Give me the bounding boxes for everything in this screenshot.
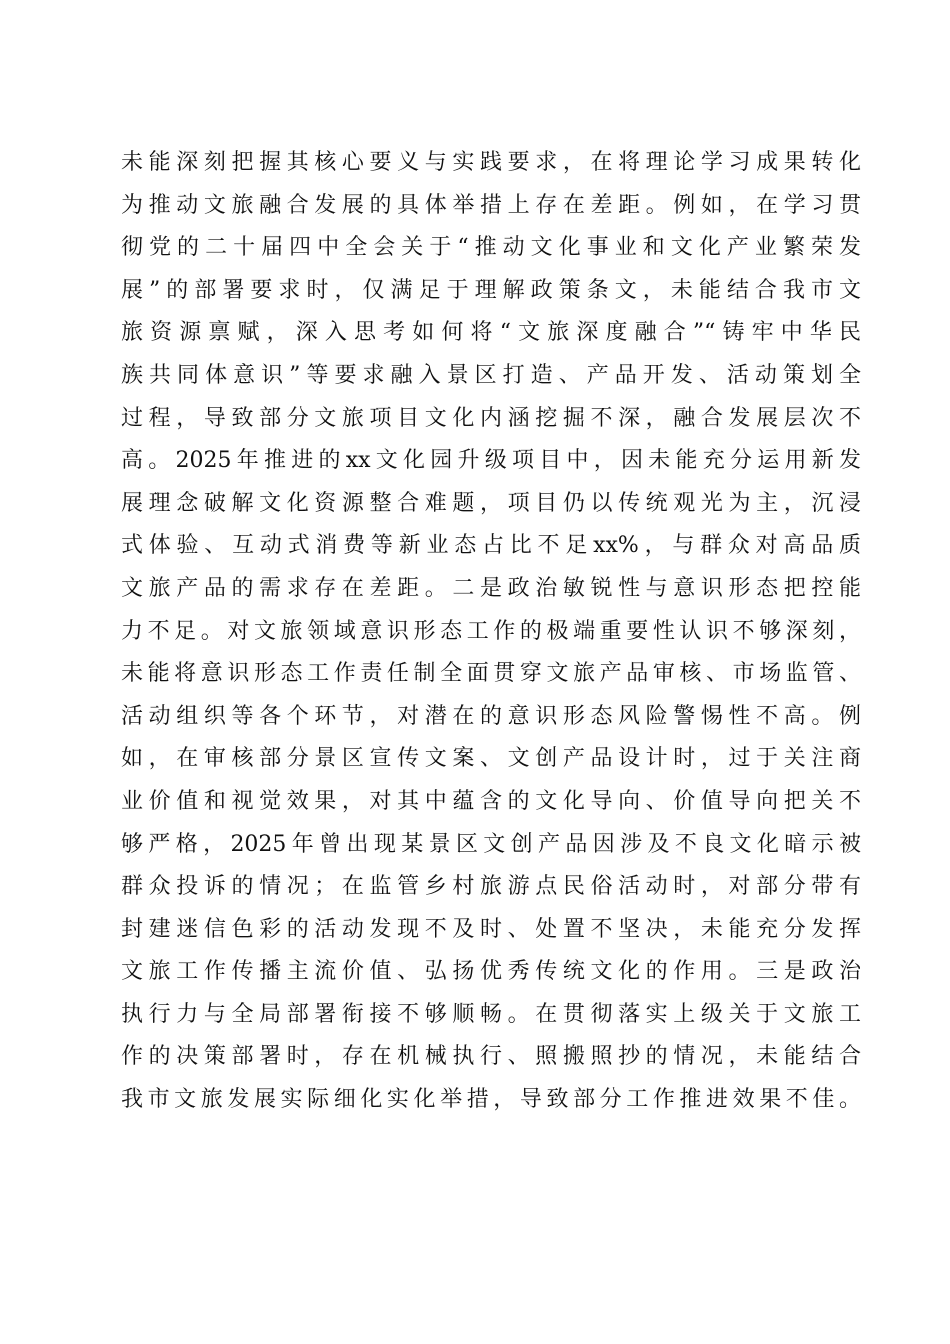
text-line: 活动组织等各个环节，对潜在的意识形态风险警惕性不高。例 — [121, 703, 861, 729]
text-line: 为推动文旅融合发展的具体举措上存在差距。例如，在学习贯 — [121, 192, 861, 218]
text-line: 执行力与全局部署衔接不够顺畅。在贯彻落实上级关于文旅工 — [121, 1001, 861, 1027]
text-line: 封建迷信色彩的活动发现不及时、处置不坚决，未能充分发挥 — [121, 916, 861, 942]
text-line: 展”的部署要求时，仅满足于理解政策条文，未能结合我市文 — [121, 277, 861, 303]
text-line: 展理念破解文化资源整合难题，项目仍以传统观光为主，沉浸 — [121, 490, 861, 516]
text-line: 未能深刻把握其核心要义与实践要求，在将理论学习成果转化 — [121, 150, 861, 175]
text-line: 过程，导致部分文旅项目文化内涵挖掘不深，融合发展层次不 — [121, 405, 861, 431]
text-line: 如，在审核部分景区宣传文案、文创产品设计时，过于关注商 — [121, 746, 861, 772]
text-line: 族共同体意识”等要求融入景区打造、产品开发、活动策划全 — [121, 362, 861, 388]
text-line: 够严格，2025年曾出现某景区文创产品因涉及不良文化暗示被 — [121, 831, 861, 857]
text-line: 未能将意识形态工作责任制全面贯穿文旅产品审核、市场监管、 — [121, 661, 861, 687]
text-line: 彻党的二十届四中全会关于“推动文化事业和文化产业繁荣发 — [121, 235, 861, 261]
text-line: 力不足。对文旅领域意识形态工作的极端重要性认识不够深刻， — [121, 618, 861, 644]
text-line: 我市文旅发展实际细化实化举措，导致部分工作推进效果不佳。 — [121, 1087, 861, 1113]
text-line: 旅资源禀赋，深入思考如何将“文旅深度融合”“铸牢中华民 — [121, 320, 861, 346]
text-line: 文旅工作传播主流价值、弘扬优秀传统文化的作用。三是政治 — [121, 959, 861, 985]
text-line: 作的决策部署时，存在机械执行、照搬照抄的情况，未能结合 — [121, 1044, 861, 1070]
text-line: 业价值和视觉效果，对其中蕴含的文化导向、价值导向把关不 — [121, 788, 861, 814]
body-paragraph — [121, 142, 861, 1122]
text-line: 高。2025年推进的xx文化园升级项目中，因未能充分运用新发 — [121, 448, 861, 474]
text-line: 群众投诉的情况；在监管乡村旅游点民俗活动时，对部分带有 — [121, 874, 861, 900]
text-line: 文旅产品的需求存在差距。二是政治敏锐性与意识形态把控能 — [121, 575, 861, 601]
text-line: 式体验、互动式消费等新业态占比不足xx%，与群众对高品质 — [121, 533, 861, 559]
